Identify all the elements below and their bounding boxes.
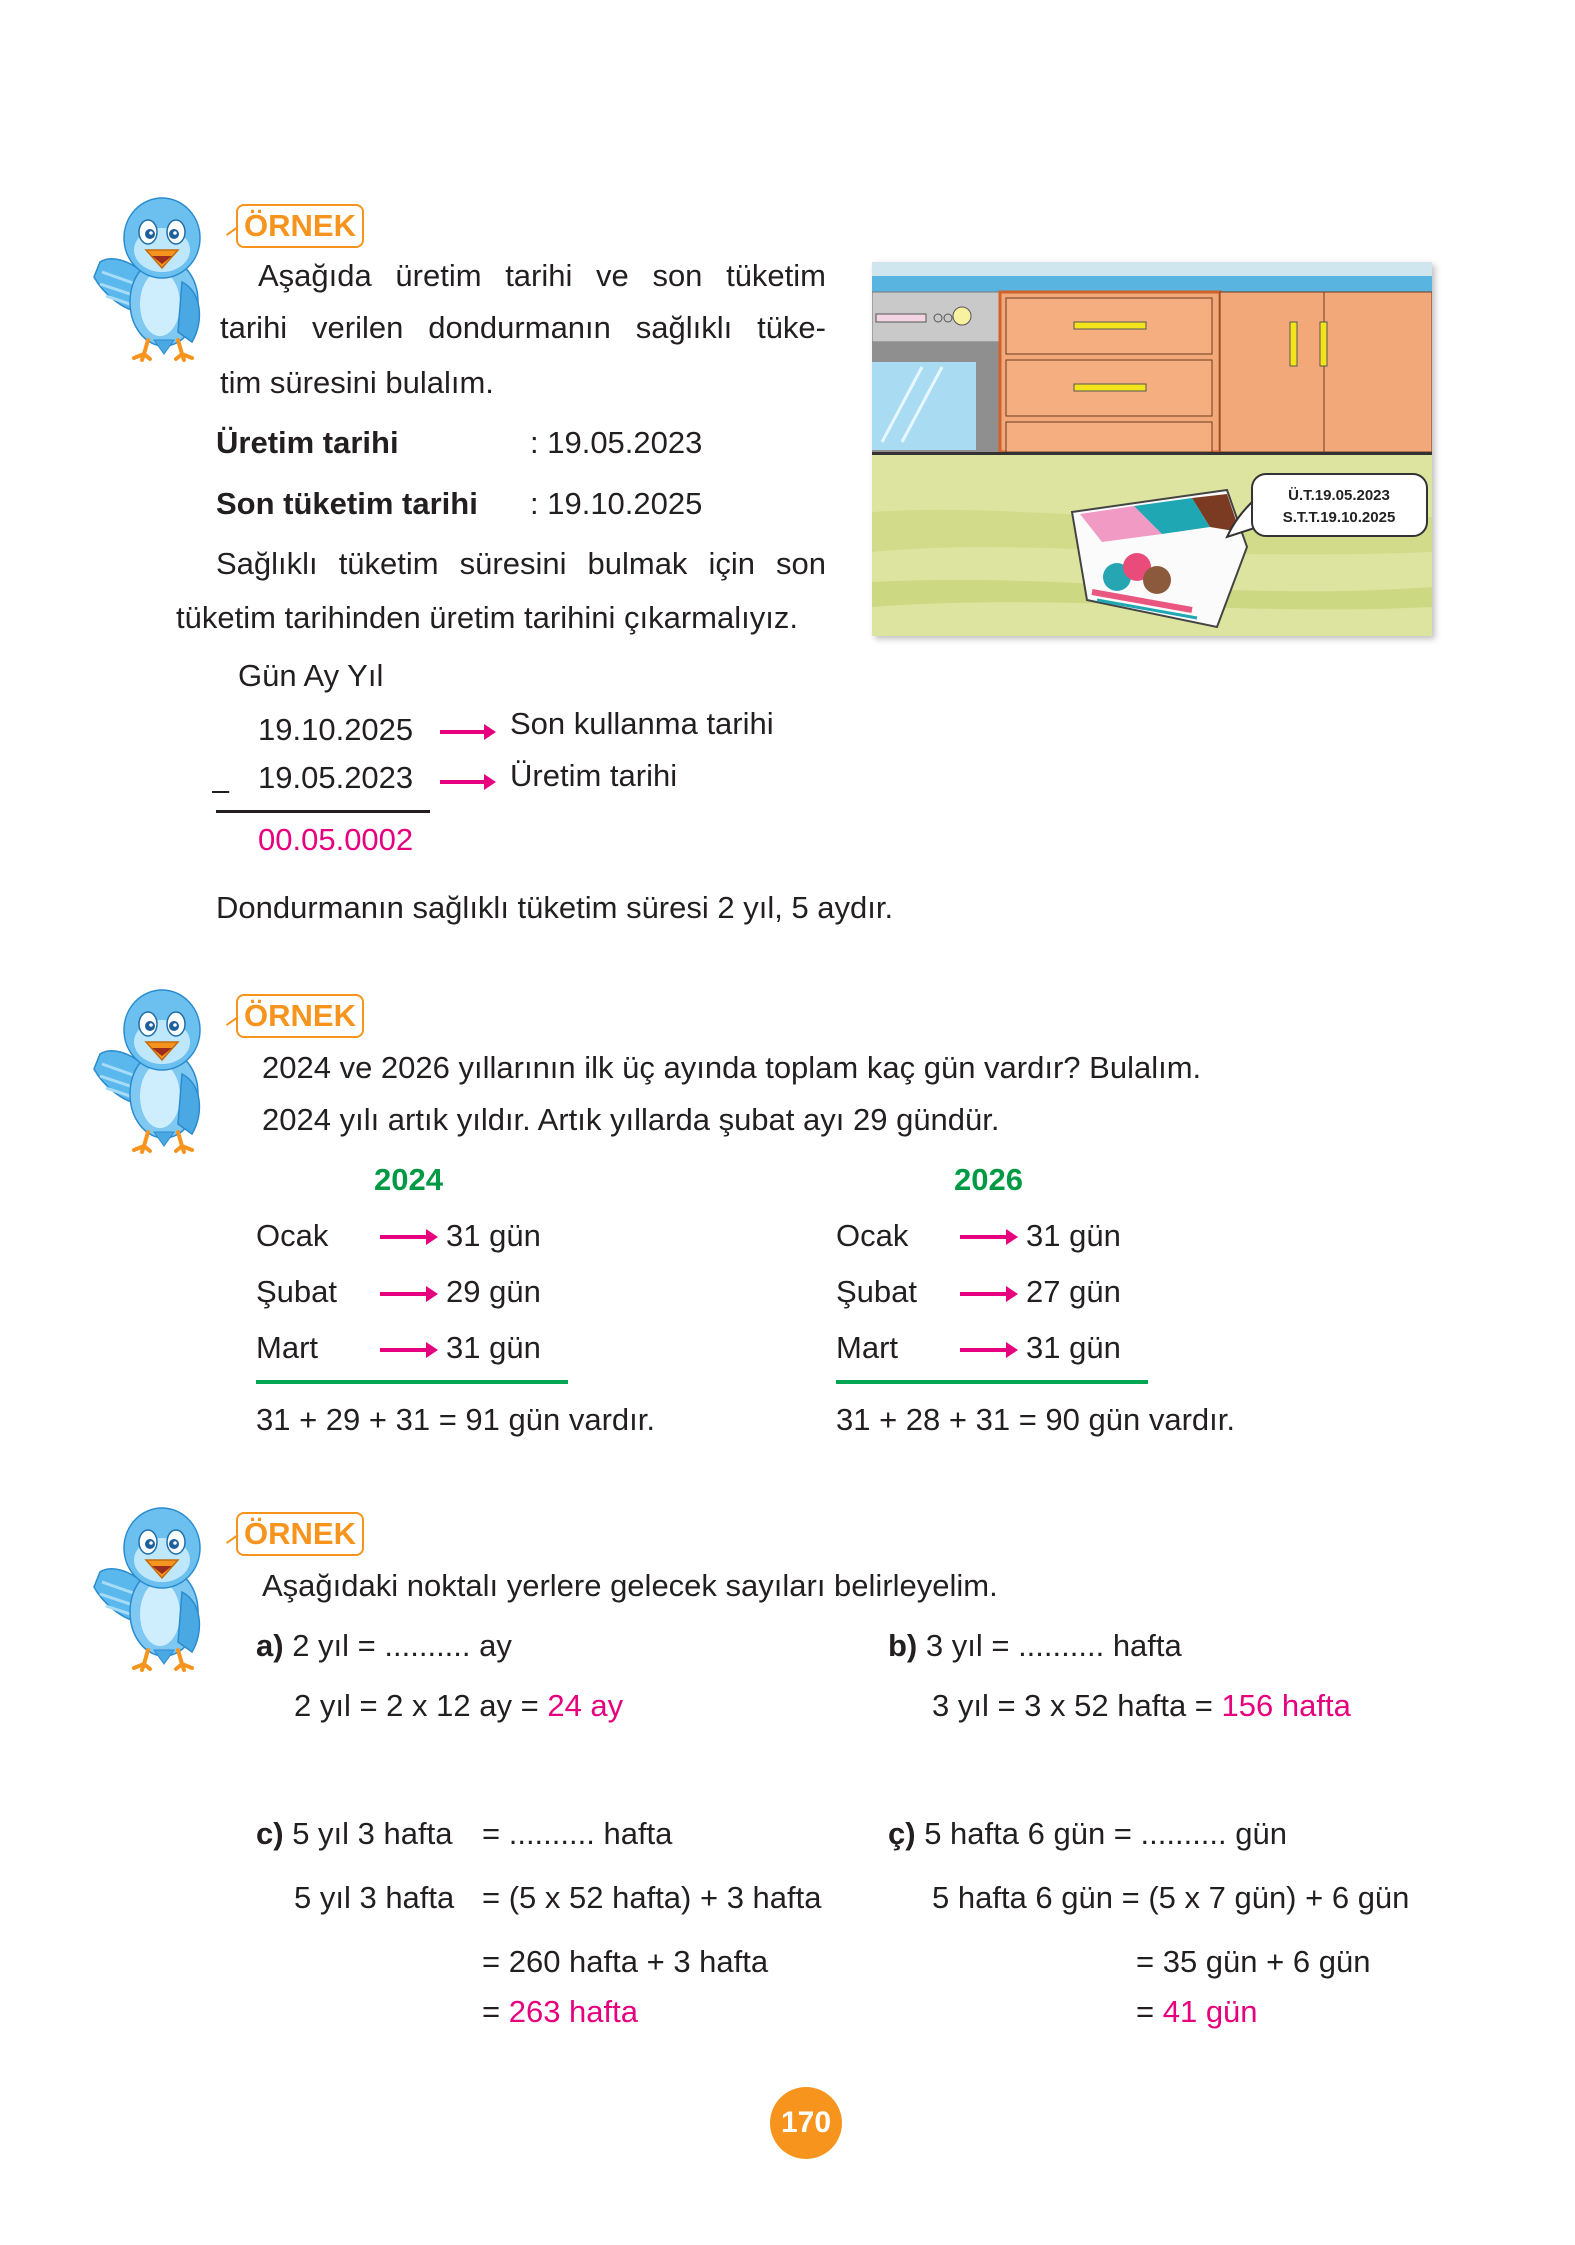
work-text: 2 yıl = 2 x 12 ay = (294, 1688, 548, 1723)
answer-text: 263 hafta (508, 1994, 639, 2029)
bird-mascot-icon (92, 192, 222, 362)
arrow-right-icon (380, 1235, 434, 1239)
item-c-result (482, 1994, 638, 2030)
method-line-2: tüketim tarihinden üretim tarihini çıkarmalıyız. (176, 600, 798, 635)
production-date-label: Üretim tarihi (216, 425, 399, 460)
equals-sign: = (1136, 1994, 1163, 2029)
expiry-date-value: : 19.10.2025 (530, 486, 703, 521)
item-cc-question (888, 1816, 1287, 1852)
answer-text: 24 ay (547, 1688, 624, 1723)
arrow-right-icon (440, 730, 492, 734)
column-headers: Gün Ay Yıl (238, 658, 384, 693)
subtrahend-value: 19.05.2023 (258, 760, 414, 795)
month-label: Ocak (256, 1218, 329, 1253)
item-label: c) (256, 1816, 284, 1851)
item-c-question-left (256, 1816, 452, 1852)
subtraction-rule (216, 810, 430, 813)
day-count: 31 gün (1026, 1218, 1121, 1253)
item-c-question-right: = .......... hafta (482, 1816, 673, 1851)
bird-mascot-icon (92, 1502, 222, 1672)
instruction-text: Aşağıdaki noktalı yerlere gelecek sayıları belirleyelim. (262, 1568, 998, 1603)
arrow-right-icon (960, 1292, 1014, 1296)
question-text: 3 yıl = .......... hafta (925, 1628, 1182, 1663)
kitchen-scene-icon (872, 262, 1432, 636)
ornek-badge: ÖRNEK (236, 1512, 364, 1556)
item-label: b) (888, 1628, 918, 1663)
day-count: 31 gün (446, 1218, 541, 1253)
item-b-question (888, 1628, 1182, 1664)
minuend-value: 19.10.2025 (258, 712, 414, 747)
month-label: Ocak (836, 1218, 909, 1253)
minuend-label: Son kullanma tarihi (510, 706, 774, 741)
svg-text:Ü.T.19.05.2023: Ü.T.19.05.2023 (1288, 487, 1390, 504)
item-b-work (932, 1688, 1351, 1724)
sum-rule (256, 1380, 568, 1384)
expiry-date-label: Son tüketim tarihi (216, 486, 478, 521)
month-label: Şubat (256, 1274, 338, 1309)
question-text: 5 yıl 3 hafta (292, 1816, 453, 1851)
intro-line-1: Aşağıda üretim tarihi ve son tüketim (258, 258, 826, 293)
item-cc-work: 5 hafta 6 gün = (5 x 7 gün) + 6 gün (932, 1880, 1410, 1915)
month-label: Şubat (836, 1274, 918, 1309)
item-cc-step2: = 35 gün + 6 gün (1136, 1944, 1371, 1979)
bird-mascot-icon (92, 984, 222, 1154)
total-2024: 31 + 29 + 31 = 91 gün vardır. (256, 1402, 656, 1437)
year-2026-heading: 2026 (954, 1162, 1023, 1197)
day-count: 29 gün (446, 1274, 541, 1309)
question-line-1: 2024 ve 2026 yıllarının ilk üç ayında toplam kaç gün vardır? Bulalım. (262, 1050, 1202, 1085)
ornek-badge: ÖRNEK (236, 204, 364, 248)
month-label: Mart (256, 1330, 318, 1365)
intro-line-2: tarihi verilen dondurmanın sağlıklı tüke- (220, 310, 826, 345)
answer-text: 156 hafta (1221, 1688, 1351, 1723)
minus-sign: – (212, 772, 230, 807)
subtrahend-label: Üretim tarihi (510, 758, 678, 793)
sum-rule (836, 1380, 1148, 1384)
arrow-right-icon (960, 1348, 1014, 1352)
conclusion-text: Dondurmanın sağlıklı tüketim süresi 2 yıl, 5 aydır. (216, 890, 894, 925)
page-number-badge: 170 (770, 2087, 842, 2159)
method-line-1: Sağlıklı tüketim süresini bulmak için son (216, 546, 826, 581)
arrow-right-icon (380, 1292, 434, 1296)
item-a-work (294, 1688, 623, 1724)
day-count: 31 gün (446, 1330, 541, 1365)
year-2024-heading: 2024 (374, 1162, 443, 1197)
item-cc-result (1136, 1994, 1258, 2030)
item-a-question (256, 1628, 512, 1664)
svg-text:S.T.T.19.10.2025: S.T.T.19.10.2025 (1282, 509, 1396, 526)
question-line-2: 2024 yılı artık yıldır. Artık yıllarda şubat ayı 29 gündür. (262, 1102, 1000, 1137)
ice-cream-kitchen-illustration (872, 262, 1432, 636)
month-label: Mart (836, 1330, 898, 1365)
arrow-right-icon (960, 1235, 1014, 1239)
work-text: 3 yıl = 3 x 52 hafta = (932, 1688, 1222, 1723)
question-text: 5 hafta 6 gün = .......... gün (924, 1816, 1287, 1851)
item-c-work-left: 5 yıl 3 hafta (294, 1880, 455, 1915)
arrow-right-icon (380, 1348, 434, 1352)
question-text: 2 yıl = .......... ay (292, 1628, 512, 1663)
day-count: 31 gün (1026, 1330, 1121, 1365)
item-label: a) (256, 1628, 284, 1663)
item-label: ç) (888, 1816, 916, 1851)
intro-line-3: tim süresini bulalım. (220, 365, 494, 400)
item-c-step2: = 260 hafta + 3 hafta (482, 1944, 769, 1979)
subtraction-result: 00.05.0002 (258, 822, 414, 857)
arrow-right-icon (440, 780, 492, 784)
production-date-value: : 19.05.2023 (530, 425, 703, 460)
item-c-work-right: = (5 x 52 hafta) + 3 hafta (482, 1880, 822, 1915)
answer-text: 41 gün (1162, 1994, 1258, 2029)
total-2026: 31 + 28 + 31 = 90 gün vardır. (836, 1402, 1236, 1437)
equals-sign: = (482, 1994, 509, 2029)
ornek-badge: ÖRNEK (236, 994, 364, 1038)
day-count: 27 gün (1026, 1274, 1121, 1309)
